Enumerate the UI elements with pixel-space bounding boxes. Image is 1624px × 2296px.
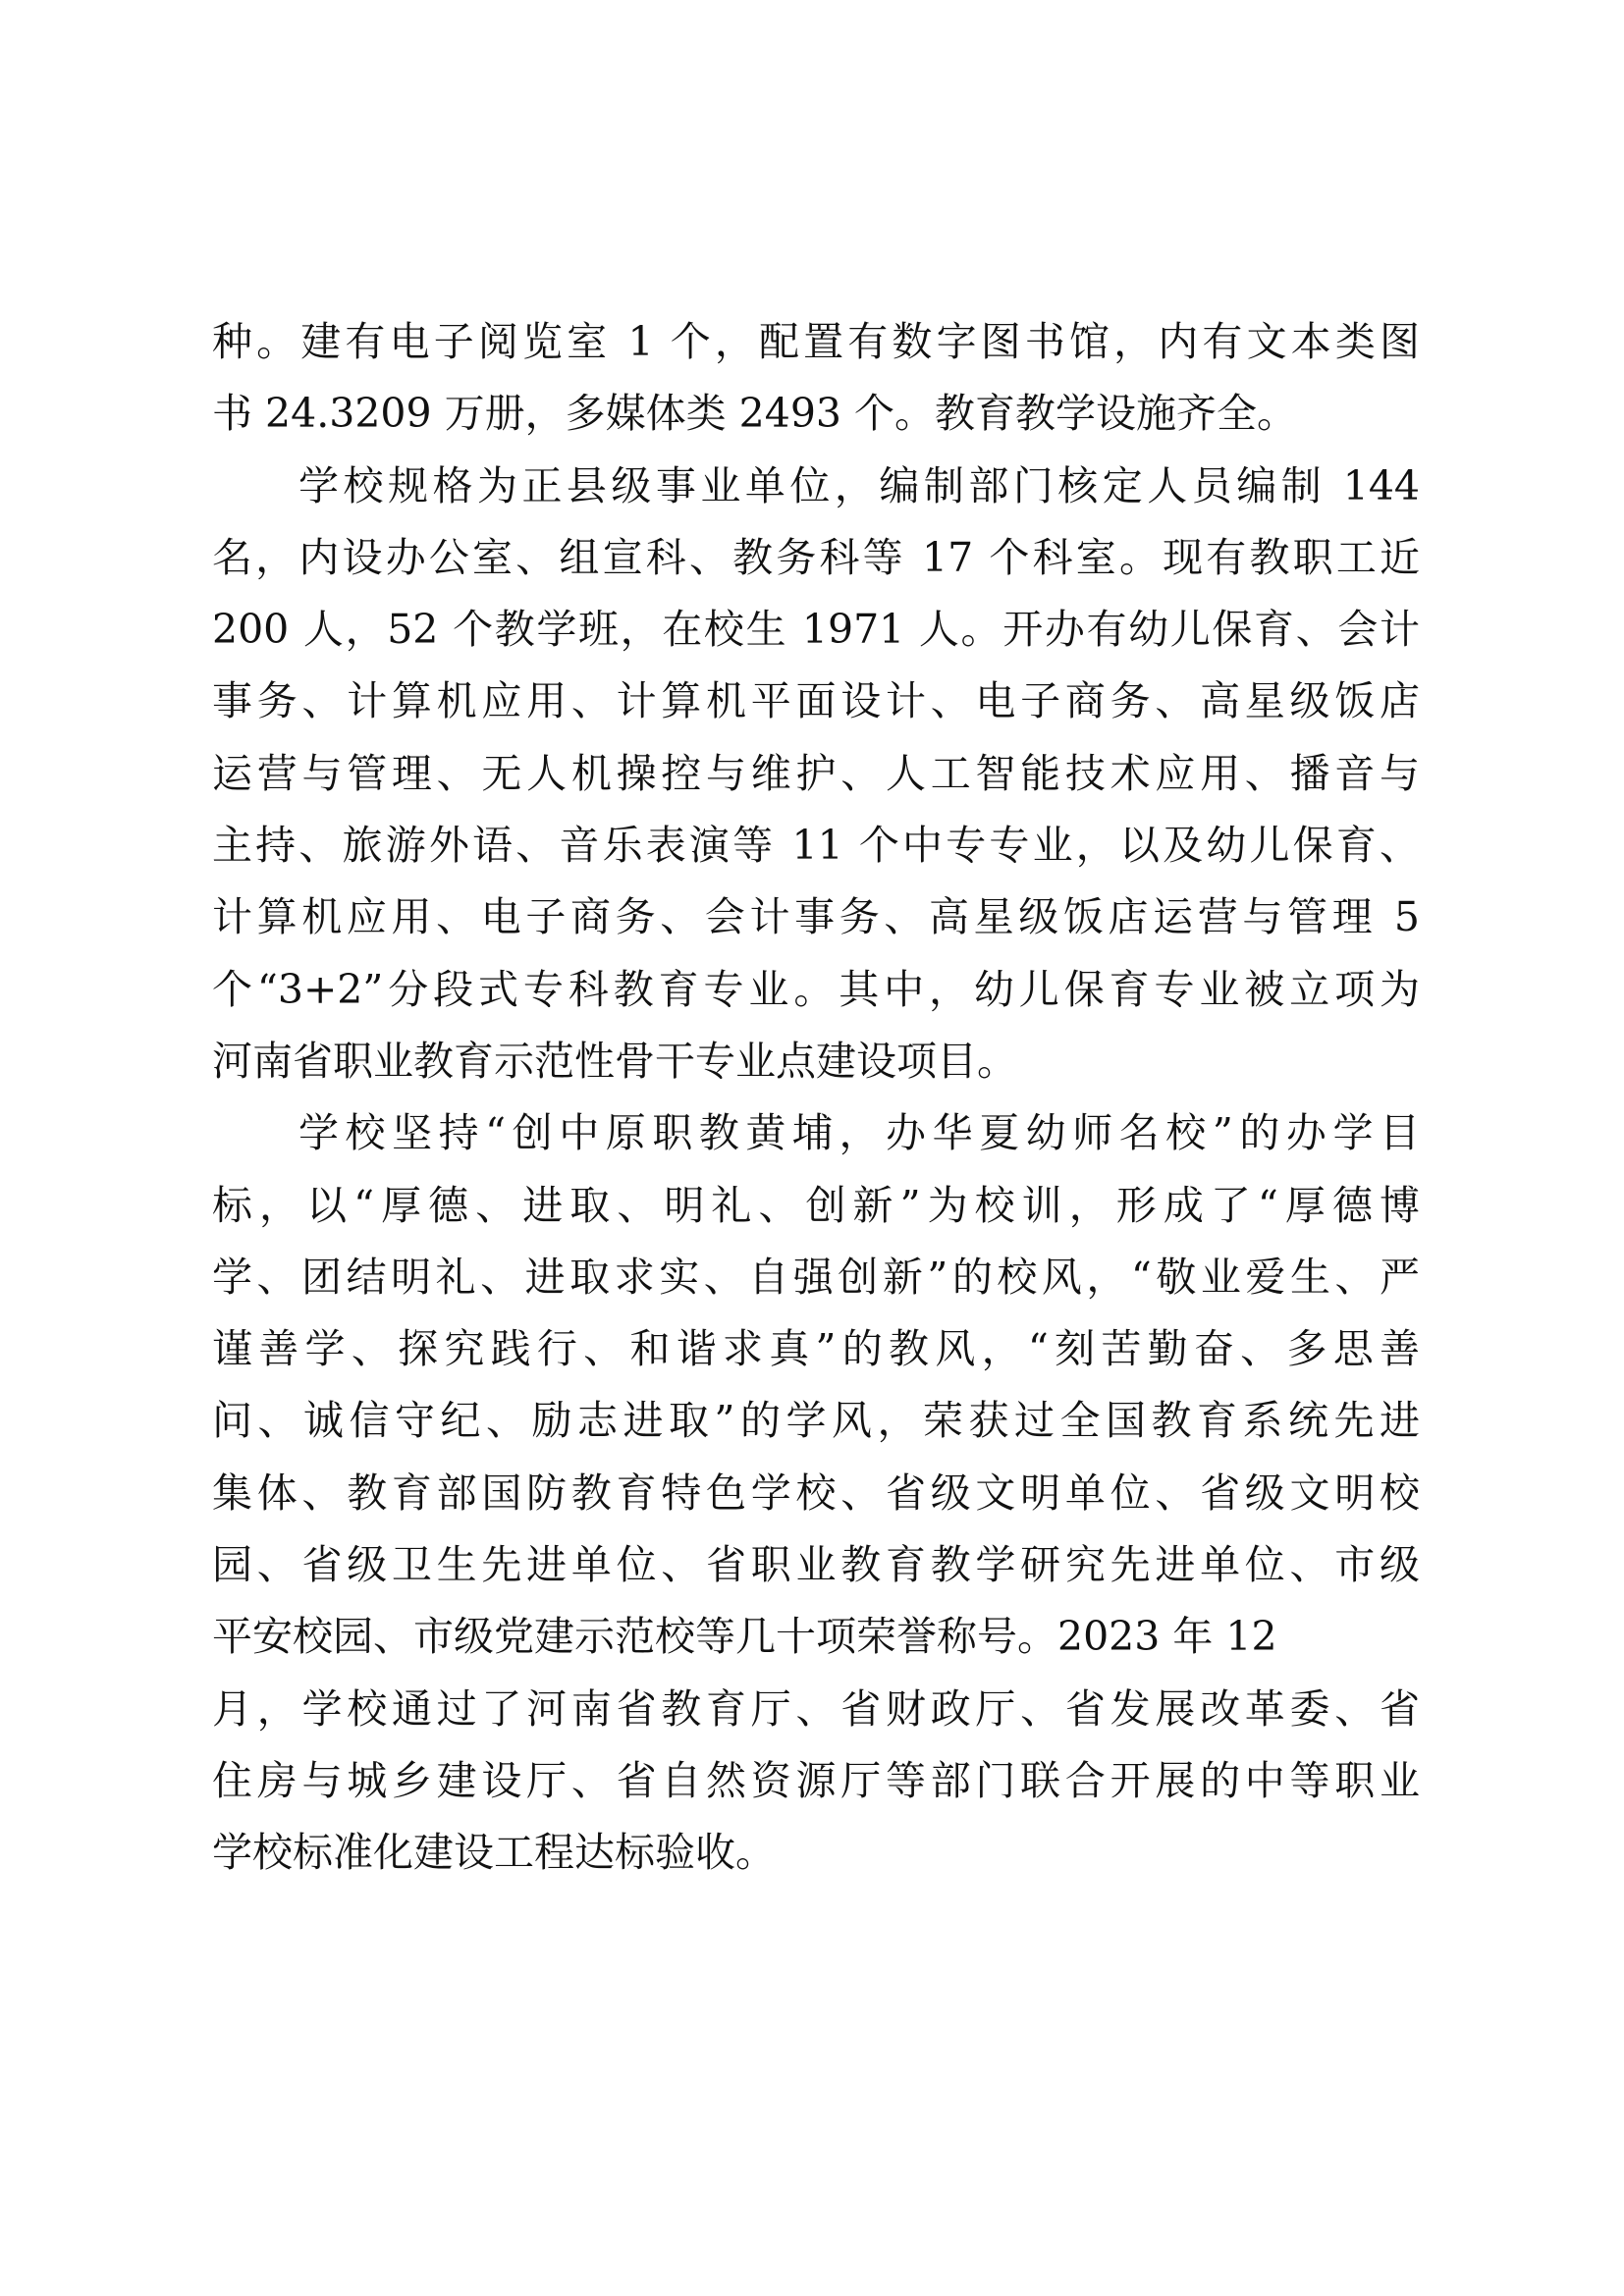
paragraph-2-line-8: 个“3+2”分段式专科教育专业。其中，幼儿保育专业被立项为 — [212, 965, 1420, 1013]
paragraph-2-line-6: 主持、旅游外语、音乐表演等 11 个中专专业，以及幼儿保育、 — [212, 822, 1420, 870]
paragraph-2-line-4: 事务、计算机应用、计算机平面设计、电子商务、高星级饭店 — [212, 677, 1420, 725]
paragraph-2-line-7: 计算机应用、电子商务、会计事务、高星级饭店运营与管理 5 — [212, 893, 1420, 941]
paragraph-3-line-11: 学校标准化建设工程达标验收。 — [212, 1829, 776, 1877]
paragraph-2-line-5: 运营与管理、无人机操控与维护、人工智能技术应用、播音与 — [212, 749, 1420, 797]
paragraph-3-line-8: 平安校园、市级党建示范校等几十项荣誉称号。2023 年 12 — [212, 1613, 1277, 1661]
paragraph-2-line-1: 学校规格为正县级事业单位，编制部门核定人员编制 144 — [298, 461, 1420, 509]
paragraph-3 — [212, 1097, 1420, 1889]
paragraph-3-line-6: 集体、教育部国防教育特色学校、省级文明单位、省级文明校 — [212, 1468, 1420, 1517]
paragraph-3-line-9: 月，学校通过了河南省教育厅、省财政厅、省发展改革委、省 — [212, 1684, 1420, 1733]
document-page — [212, 306, 1420, 1890]
paragraph-2-line-2: 名，内设办公室、组宣科、教务科等 17 个科室。现有教职工近 — [212, 533, 1420, 581]
paragraph-1-line-1: 种。建有电子阅览室 1 个，配置有数字图书馆，内有文本类图 — [212, 318, 1420, 365]
paragraph-3-line-3: 学、团结明礼、进取求实、自强创新”的校风，“敬业爱生、严 — [212, 1253, 1420, 1301]
paragraph-2 — [212, 451, 1420, 1098]
paragraph-3-line-1: 学校坚持“创中原职教黄埔，办华夏幼师名校”的办学目 — [298, 1109, 1420, 1157]
paragraph-3-line-10: 住房与城乡建设厅、省自然资源厅等部门联合开展的中等职业 — [212, 1756, 1420, 1804]
paragraph-3-line-2: 标，以“厚德、进取、明礼、创新”为校训，形成了“厚德博 — [212, 1181, 1420, 1229]
paragraph-3-line-5: 问、诚信守纪、励志进取”的学风，荣获过全国教育系统先进 — [212, 1397, 1420, 1445]
paragraph-1 — [212, 306, 1420, 451]
paragraph-3-line-7: 园、省级卫生先进单位、省职业教育教学研究先进单位、市级 — [212, 1541, 1420, 1589]
paragraph-1-line-2: 书 24.3209 万册，多媒体类 2493 个。教育教学设施齐全。 — [212, 390, 1298, 438]
paragraph-3-line-4: 谨善学、探究践行、和谐求真”的教风，“刻苦勤奋、多思善 — [212, 1325, 1420, 1373]
paragraph-2-line-3: 200 人，52 个教学班，在校生 1971 人。开办有幼儿保育、会计 — [212, 606, 1420, 654]
paragraph-2-line-9: 河南省职业教育示范性骨干专业点建设项目。 — [212, 1037, 1017, 1085]
